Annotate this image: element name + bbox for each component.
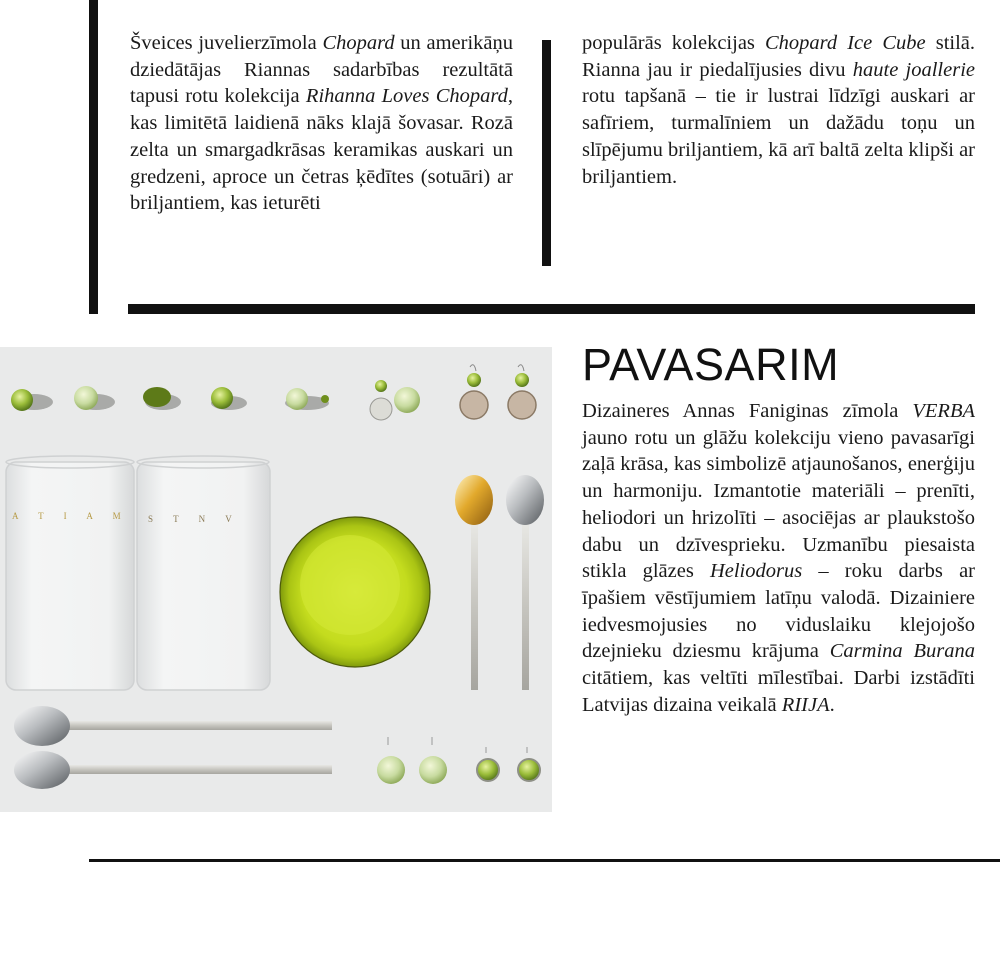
text-run: rotu tapšanā – tie ir lustrai līdzīgi auskari ar safīriem, turmalīniem un dažādu toņu un slīpējumu briljantiem, kā arī baltā zelta klipši ar briljantiem. — [582, 85, 975, 188]
spring-article-body — [582, 398, 975, 718]
italic-text-run: Chopard Ice Cube — [765, 32, 926, 54]
left-vertical-rule — [89, 0, 98, 314]
text-run: Dizaineres Annas Faniginas zīmola — [582, 400, 913, 422]
section-headline: PAVASARIM — [582, 339, 840, 390]
italic-text-run: haute joallerie — [852, 58, 975, 81]
text-run: stilā. Rianna jau ir piedalījusies divu — [582, 32, 976, 81]
text-run: . — [829, 693, 835, 716]
italic-text-run: Heliodorus — [709, 560, 803, 583]
svg-text:A T I A M: A T I A M — [12, 511, 130, 521]
product-photo — [0, 347, 552, 812]
column-divider-rule — [542, 40, 551, 266]
green-glass-plate — [280, 517, 430, 667]
text-run: jauno rotu un glāžu kolekciju vieno pavasarīgi zaļā krāsa, kas simbolizē atjaunošanos, enerģiju un harmoniju. Izmantotie materiāli – prenīti, heliodori un hrizolīti – asociējas ar plaukstošo dabu un dzīvesprieku. Uzmanību piesaista stikla glāzes — [582, 426, 975, 583]
text-run: , kas limitētā laidienā nāks klajā šovasar. Rozā zelta un smargadkrāsas keramikas auskari un gredzeni, aproce un četras ķēdītes (sotuāri) ar briljantiem, kas ieturēti — [130, 85, 514, 215]
section-divider-rule — [128, 304, 975, 314]
text-run: Šveices juvelierzīmola — [130, 32, 323, 54]
svg-text:S T N V: S T N V — [148, 514, 241, 524]
text-run: populārās kolekcijas — [582, 32, 765, 54]
text-run: un amerikāņu dziedātājas Riannas sadarbības rezultātā tapusi rotu kolekcija — [130, 32, 513, 108]
bottom-rule — [89, 859, 1000, 862]
italic-text-run: Carmina Burana — [829, 640, 976, 663]
italic-text-run: VERBA — [912, 400, 975, 422]
italic-text-run: Chopard — [322, 32, 395, 54]
italic-text-run: Rihanna Loves Chopard — [305, 85, 508, 108]
text-run: – roku darbs ar īpašiem vēstījumiem latīņu valodā. Dizainiere iedvesmojusies no viduslaiku klejojošo dzejnieku dziesmu krājuma — [582, 560, 975, 663]
top-article-left-column — [130, 30, 513, 217]
glass-heliodorus-right — [137, 456, 270, 690]
top-article-right-column — [582, 30, 975, 190]
italic-text-run: RIIJA — [781, 693, 830, 716]
glass-heliodorus-left — [6, 456, 134, 690]
text-run: citātiem, kas veltīti mīlestībai. Darbi izstādīti Latvijas dizaina veikalā — [582, 667, 975, 716]
